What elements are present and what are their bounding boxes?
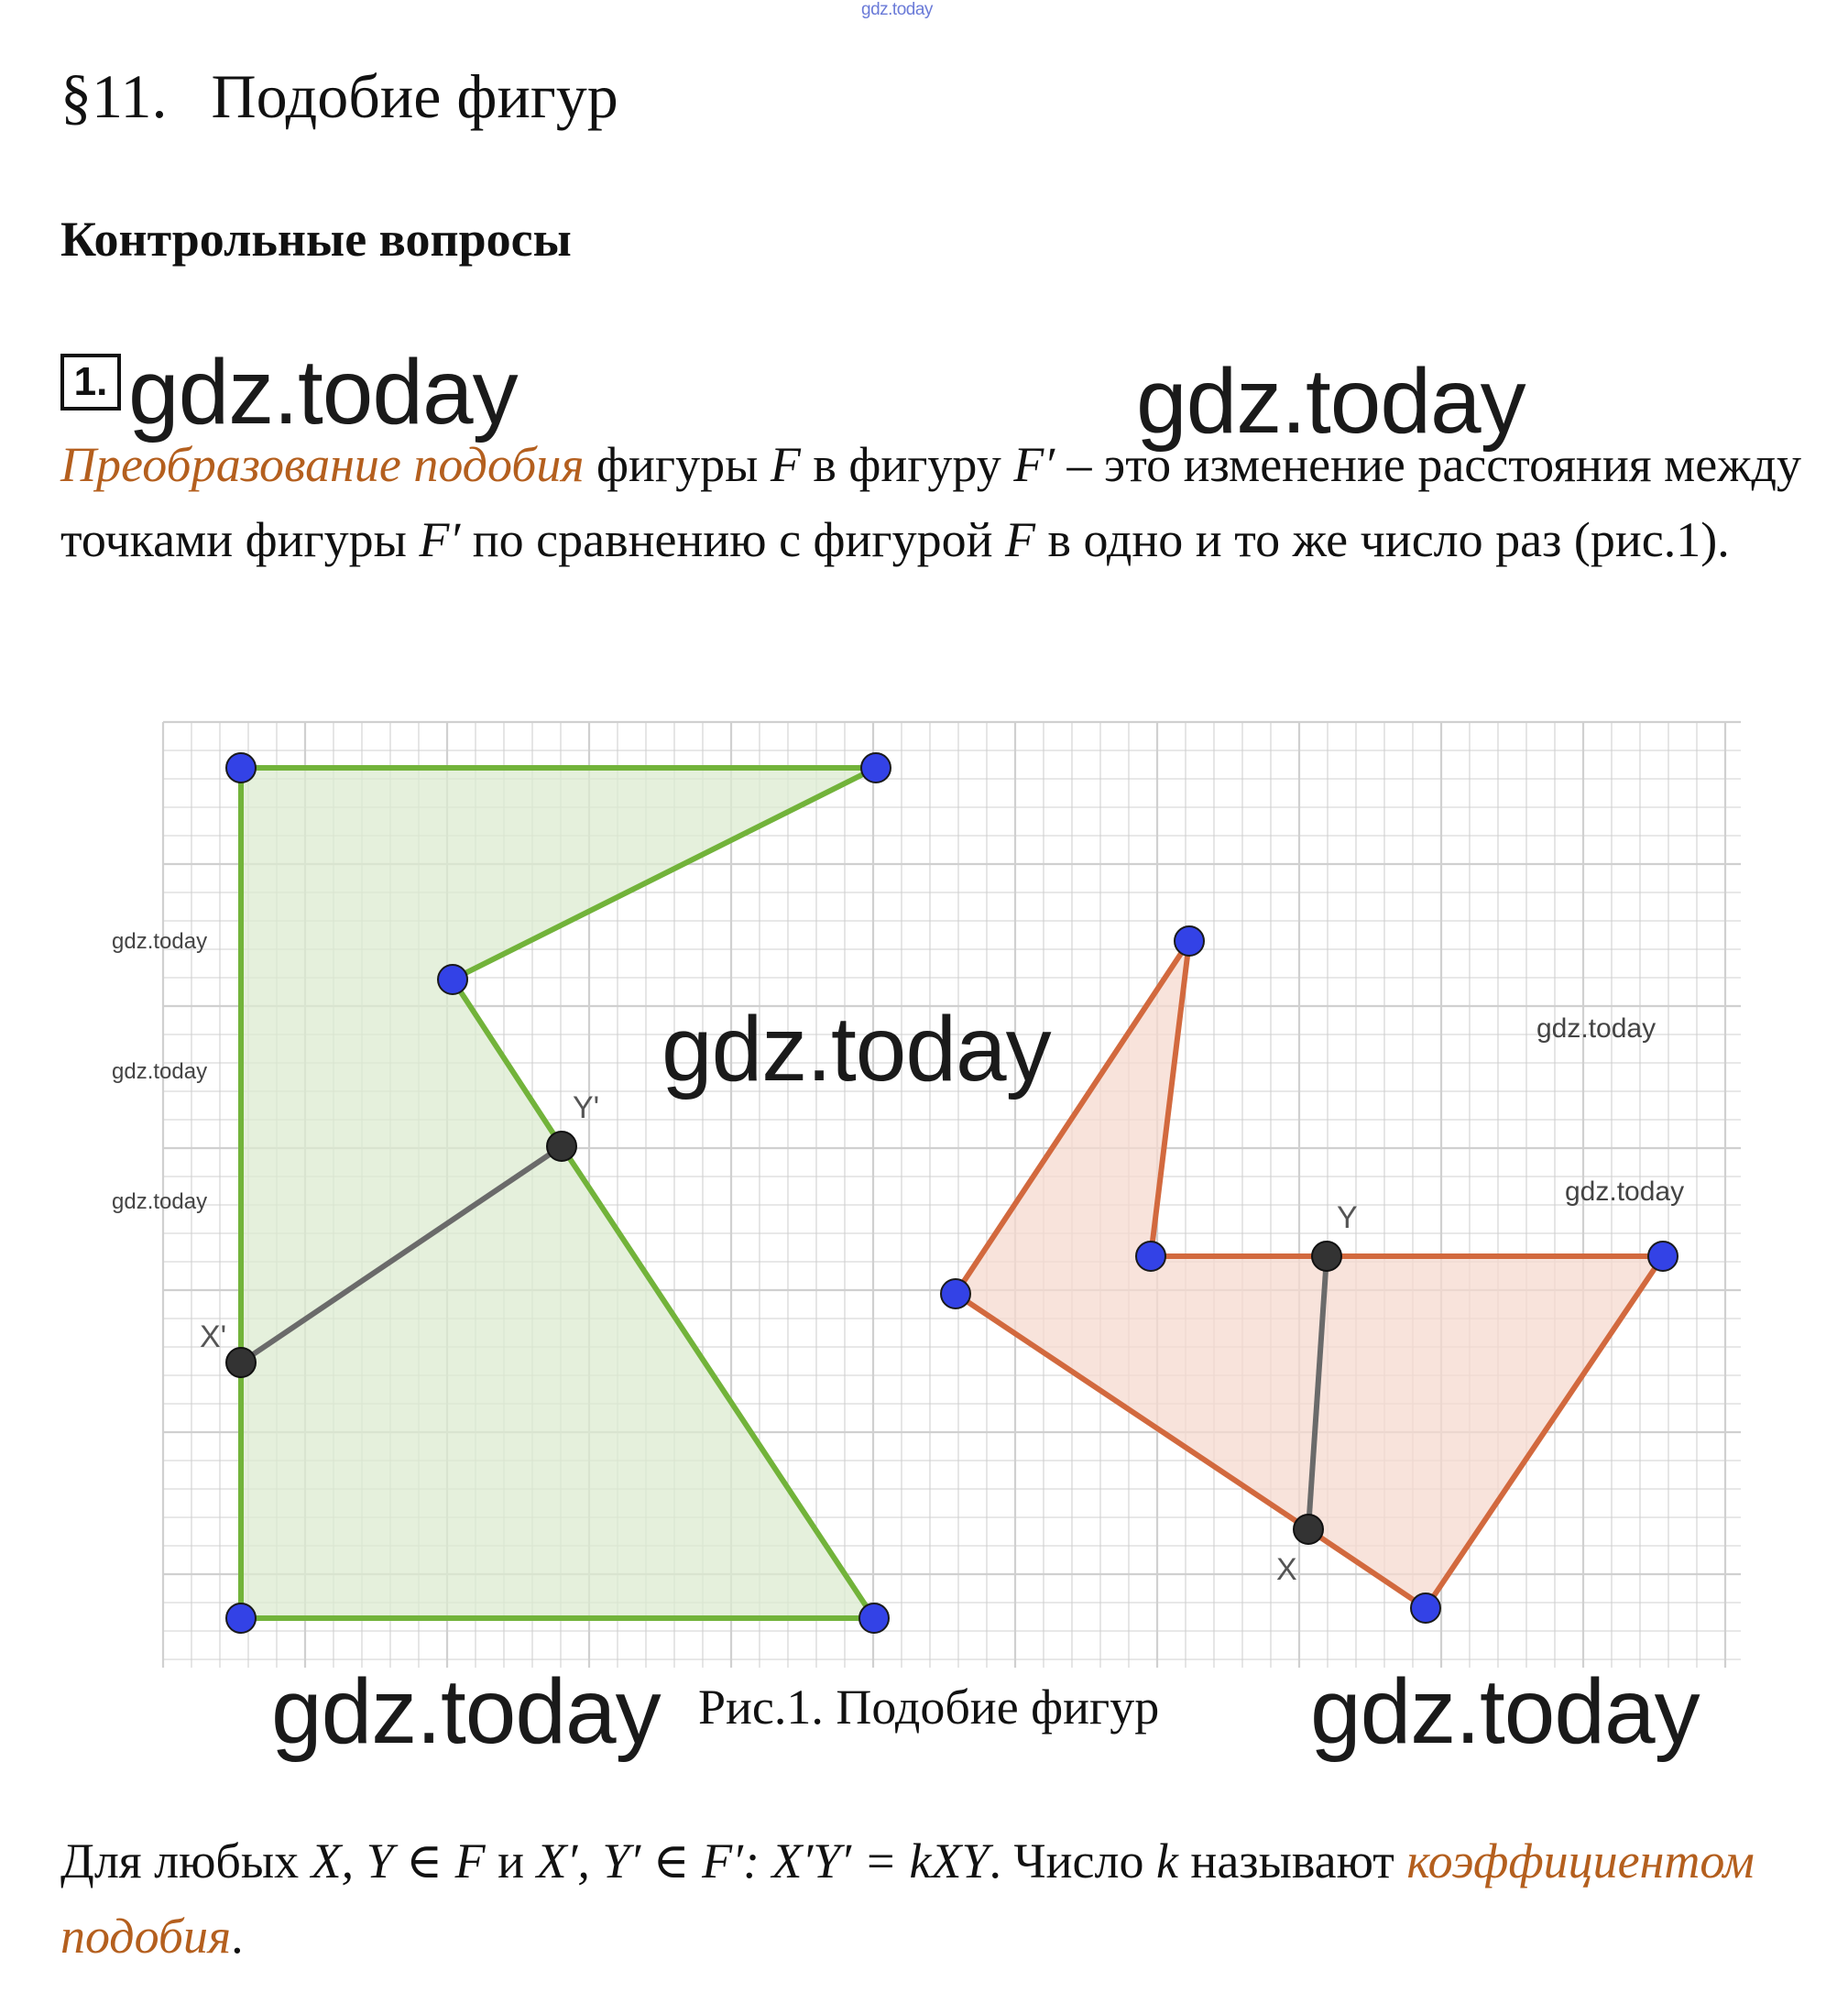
math-k: k <box>1155 1833 1178 1888</box>
segment-endpoint <box>1294 1515 1323 1544</box>
label-y: Y <box>1337 1200 1358 1235</box>
figure-caption: Рис.1. Подобие фигур <box>698 1680 1160 1735</box>
watermark-small: gdz.today <box>1565 1177 1685 1207</box>
section-title-text: Подобие фигур <box>211 61 618 131</box>
vertex-point <box>1136 1242 1165 1271</box>
vertex-point <box>1411 1593 1440 1623</box>
text-run: в одно и то же число раз (рис.1). <box>1034 512 1730 567</box>
vertex-point <box>438 965 467 994</box>
watermark: gdz.today <box>662 998 1051 1100</box>
text-run: по сравнению с фигурой <box>460 512 1005 567</box>
text-run: фигуры <box>584 437 771 492</box>
label-x: X <box>1276 1552 1297 1587</box>
segment-endpoint <box>1312 1242 1341 1271</box>
watermark: gdz.today <box>1136 350 1525 453</box>
watermark-small: gdz.today <box>112 1189 208 1214</box>
coefficient-paragraph <box>60 1823 1801 1974</box>
vertex-point <box>1175 926 1204 956</box>
watermark-small: gdz.today <box>1536 1013 1657 1044</box>
math-formula: X′, Y′ ∈ F′: X′Y′ = kXY <box>536 1833 990 1888</box>
vertex-point <box>226 1604 256 1633</box>
math-F: F <box>1004 512 1035 567</box>
text-run: – это изменение расстояния между точками фигуры <box>60 437 1801 567</box>
segment-endpoint <box>226 1348 256 1377</box>
watermark-small: gdz.today <box>112 1059 208 1084</box>
term-similarity-coefficient: коэффициентом подобия <box>60 1833 1755 1964</box>
vertex-point <box>861 753 891 783</box>
section-number: §11. <box>60 61 168 131</box>
text-run: . Число <box>989 1833 1156 1888</box>
label-x-prime: X' <box>200 1319 227 1354</box>
text-run: Для любых <box>60 1833 312 1888</box>
question-number-box: 1. <box>60 354 121 410</box>
watermark: gdz.today <box>271 1660 661 1763</box>
math-formula: X, Y ∈ F <box>311 1833 486 1888</box>
text-run: называют <box>1177 1833 1407 1888</box>
vertex-point <box>941 1279 970 1308</box>
vertex-point <box>859 1604 889 1633</box>
math-F: F <box>770 437 801 492</box>
watermark: gdz.today <box>1310 1660 1700 1763</box>
top-site-mark: gdz.today <box>861 0 933 19</box>
figure-f-prime <box>241 768 876 1618</box>
subheading: Контрольные вопросы <box>60 212 572 267</box>
text-run: . <box>231 1909 244 1964</box>
watermark: gdz.today <box>128 341 518 443</box>
math-F-prime: F′ <box>1013 437 1055 492</box>
text-run: и <box>485 1833 537 1888</box>
segment-endpoint <box>547 1132 576 1161</box>
term-similarity-transform: Преобразование подобия <box>60 437 585 492</box>
vertex-point <box>226 753 256 783</box>
vertex-point <box>1648 1242 1678 1271</box>
math-F-prime: F′ <box>419 512 461 567</box>
text-run: в фигуру <box>800 437 1014 492</box>
watermark-small: gdz.today <box>112 929 208 954</box>
label-y-prime: Y' <box>573 1090 600 1125</box>
